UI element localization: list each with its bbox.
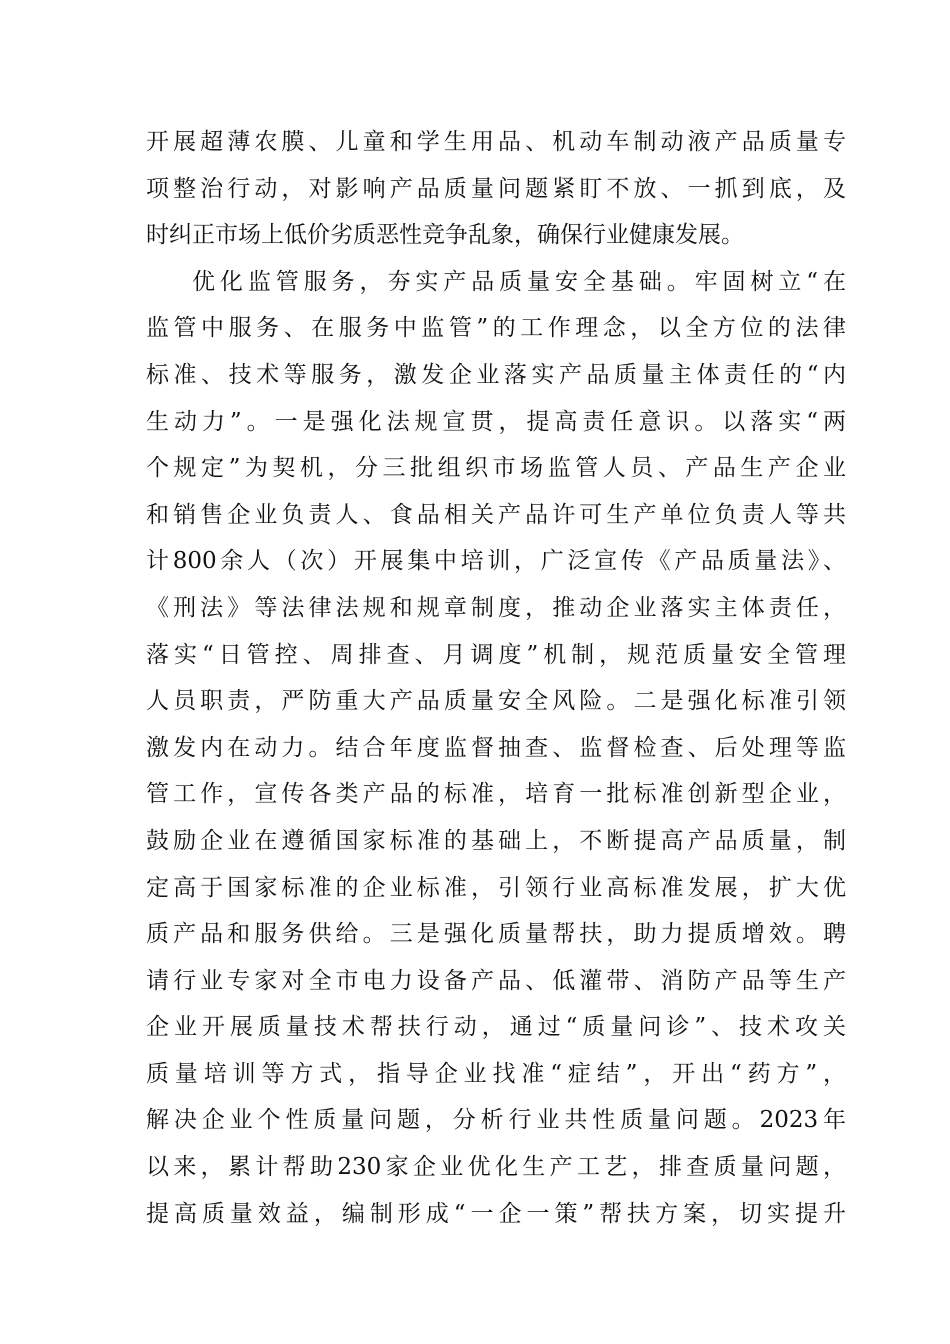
text-line: 生动力”。一是强化法规宣贯，提高责任意识。以落实“两 (146, 408, 846, 435)
text-line: 标准、技术等服务，激发企业落实产品质量主体责任的“内 (146, 361, 846, 388)
text-line: 开展超薄农膜、儿童和学生用品、机动车制动液产品质量专 (146, 129, 846, 155)
text-line: 质产品和服务供给。三是强化质量帮扶，助力提质增效。聘 (146, 921, 846, 948)
text-line: 激发内在动力。结合年度监督抽查、监督检查、后处理等监 (146, 734, 846, 761)
text-line: 提高质量效益，编制形成“一企一策”帮扶方案，切实提升 (146, 1200, 846, 1227)
text-line: 《刑法》等法律法规和规章制度，推动企业落实主体责任， (146, 594, 846, 621)
text-line: 质量培训等方式，指导企业找准“症结”，开出“药方”， (146, 1060, 846, 1087)
paragraph-first-line: 优化监管服务，夯实产品质量安全基础。牢固树立“在 (192, 268, 846, 295)
text-line: 企业开展质量技术帮扶行动，通过“质量问诊”、技术攻关 (146, 1014, 846, 1041)
text-line: 鼓励企业在遵循国家标准的基础上，不断提高产品质量，制 (146, 827, 846, 854)
text-line: 和销售企业负责人、食品相关产品许可生产单位负责人等共 (146, 501, 846, 528)
text-line: 定高于国家标准的企业标准，引领行业高标准发展，扩大优 (146, 874, 846, 901)
text-line: 监管中服务、在服务中监管”的工作理念，以全方位的法律 (146, 315, 846, 342)
text-line: 解决企业个性质量问题，分析行业共性质量问题。2023年 (146, 1107, 846, 1134)
text-line: 以来，累计帮助230家企业优化生产工艺，排查质量问题， (146, 1154, 846, 1181)
text-line: 时纠正市场上低价劣质恶性竞争乱象，确保行业健康发展。 (146, 222, 744, 249)
document-body (146, 119, 846, 1237)
text-line: 计800余人（次）开展集中培训，广泛宣传《产品质量法》、 (146, 548, 846, 575)
text-line: 项整治行动，对影响产品质量问题紧盯不放、一抓到底，及 (146, 175, 846, 202)
text-line: 人员职责，严防重大产品质量安全风险。二是强化标准引领 (146, 688, 846, 715)
text-line: 请行业专家对全市电力设备产品、低灌带、消防产品等生产 (146, 967, 846, 994)
text-line: 管工作，宣传各类产品的标准，培育一批标准创新型企业， (146, 781, 846, 808)
text-line: 个规定”为契机，分三批组织市场监管人员、产品生产企业 (146, 455, 846, 482)
text-line: 落实“日管控、周排查、月调度”机制，规范质量安全管理 (146, 641, 846, 668)
